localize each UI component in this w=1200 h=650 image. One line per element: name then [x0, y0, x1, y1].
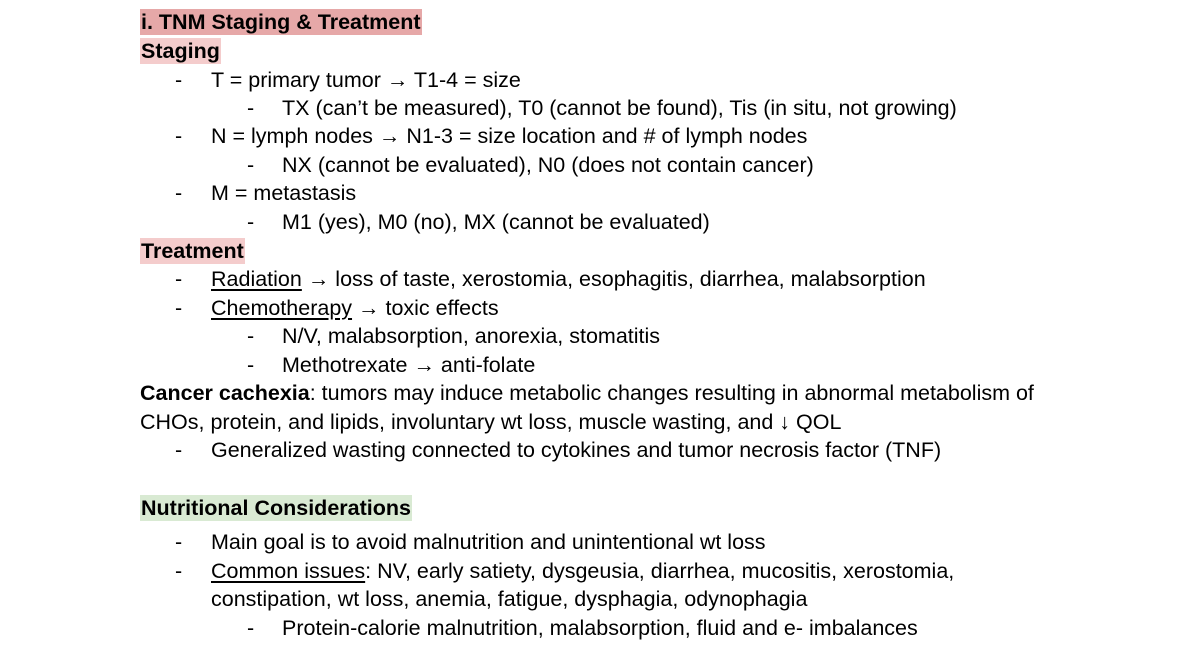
staging-title: Staging	[141, 39, 220, 63]
treatment-radiation	[211, 265, 926, 293]
chemotherapy-label: Chemotherapy	[211, 296, 353, 320]
issues-label: Common issues	[211, 559, 366, 583]
staging-n-line: N = lymph nodes → N1-3 = size location and # of lymph nodes	[211, 124, 808, 148]
radiation-effects: → loss of taste, xerostomia, esophagitis, diarrhea, malabsorption	[301, 267, 926, 291]
bullet-dash: -	[247, 96, 255, 120]
nutrition-issues-line-2: constipation, wt loss, anemia, fatigue, dysphagia, odynophagia	[211, 587, 808, 611]
chemo-sub-1: N/V, malabsorption, anorexia, stomatitis	[282, 324, 661, 348]
bullet-dash: -	[247, 324, 255, 348]
document-heading	[140, 8, 422, 36]
cachexia-line-1	[140, 379, 1034, 407]
cachexia-term: Cancer cachexia	[140, 381, 310, 405]
staging-m-line: M = metastasis	[211, 181, 357, 205]
nutrition-issues-sub: Protein-calorie malnutrition, malabsorption, fluid and e- imbalances	[282, 616, 918, 640]
staging-t-sub: TX (can’t be measured), T0 (cannot be found), Tis (in situ, not growing)	[282, 96, 957, 120]
cachexia-definition: : tumors may induce metabolic changes resulting in abnormal metabolism of	[309, 381, 1034, 405]
issues-list: : NV, early satiety, dysgeusia, diarrhea, mucositis, xerostomia,	[365, 559, 955, 583]
treatment-chemotherapy	[211, 294, 499, 322]
bullet-dash: -	[247, 210, 255, 234]
heading-text: i. TNM Staging & Treatment	[141, 10, 421, 34]
bullet-dash: -	[247, 353, 255, 377]
nutrition-title: Nutritional Considerations	[141, 496, 411, 520]
bullet-dash: -	[175, 124, 183, 148]
cachexia-line-2: CHOs, protein, and lipids, involuntary wt loss, muscle wasting, and ↓ QOL	[140, 410, 842, 434]
bullet-dash: -	[175, 296, 183, 320]
bullet-dash: -	[175, 530, 183, 554]
chemo-sub-2: Methotrexate → anti-folate	[282, 353, 536, 377]
cachexia-bullet: Generalized wasting connected to cytokines and tumor necrosis factor (TNF)	[211, 438, 942, 462]
bullet-dash: -	[175, 438, 183, 462]
bullet-dash: -	[175, 267, 183, 291]
bullet-dash: -	[175, 181, 183, 205]
bullet-dash: -	[175, 559, 183, 583]
staging-t-line: T = primary tumor → T1-4 = size	[211, 68, 521, 92]
nutrition-issues	[211, 557, 954, 585]
treatment-title: Treatment	[141, 239, 244, 263]
nutrition-goal: Main goal is to avoid malnutrition and unintentional wt loss	[211, 530, 766, 554]
staging-m-sub: M1 (yes), M0 (no), MX (cannot be evaluated)	[282, 210, 710, 234]
bullet-dash: -	[247, 153, 255, 177]
staging-n-sub: NX (cannot be evaluated), N0 (does not contain cancer)	[282, 153, 814, 177]
bullet-dash: -	[175, 68, 183, 92]
radiation-label: Radiation	[211, 267, 302, 291]
bullet-dash: -	[247, 616, 255, 640]
chemotherapy-effects: → toxic effects	[352, 296, 499, 320]
